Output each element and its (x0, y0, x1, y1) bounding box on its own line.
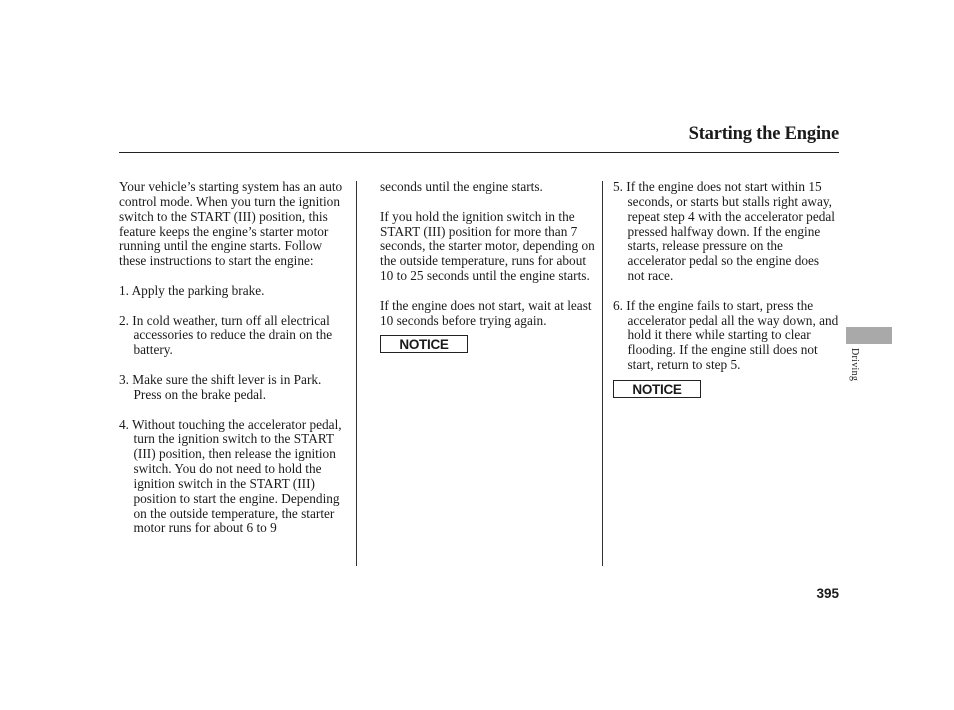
column-divider-2 (602, 181, 603, 566)
retry-paragraph: If the engine does not start, wait at least 10 seconds before trying again. (380, 297, 592, 328)
notice-label: NOTICE (380, 335, 468, 353)
step-4: 4. Without touching the accelerator pedal, turn the ignition switch to the START (III) position, then release the ignition switch. You do not need to hold the ignition switch in the START (III) position to start the engine. Depending on the outside temperature, the starter motor runs for about 6 to 9 (119, 416, 342, 536)
column-1 (119, 180, 351, 551)
step-2: 2. In cold weather, turn off all electrical accessories to reduce the drain on the battery. (119, 312, 333, 358)
page-number: 395 (816, 586, 839, 601)
section-tab (846, 327, 892, 344)
column-divider-1 (356, 181, 357, 566)
step-5: 5. If the engine does not start within 15 seconds, or starts but stalls right away, repeat step 4 with the accelerator pedal pressed halfway down. If the engine starts, release pressure on the accelerator pedal so the engine does not race. (613, 179, 835, 284)
step-3: 3. Make sure the shift lever is in Park. Press on the brake pedal. (119, 371, 322, 402)
title-rule (119, 152, 839, 153)
step-6: 6. If the engine fails to start, press the accelerator pedal all the way down, and hold it there while starting to clear flooding. If the engine still does not start, return to step 5. (613, 297, 839, 373)
column-3 (613, 180, 839, 398)
intro-paragraph: Your vehicle’s starting system has an auto control mode. When you turn the ignition switch to the START (III) position, this feature keeps the engine’s starter motor running until the engine starts. Follow these instructions to start the engine: (119, 179, 343, 269)
hold-switch-paragraph: If you hold the ignition switch in the START (III) position for more than 7 seconds, the starter motor, depending on the outside temperature, runs for about 10 to 25 seconds until the engine starts. (380, 208, 595, 284)
step-1: 1. Apply the parking brake. (119, 282, 265, 298)
section-label: Driving (849, 348, 860, 382)
page-title: Starting the Engine (688, 124, 839, 144)
step-4-continued: seconds until the engine starts. (380, 179, 543, 194)
notice-label: NOTICE (613, 380, 701, 398)
column-2 (380, 180, 596, 353)
